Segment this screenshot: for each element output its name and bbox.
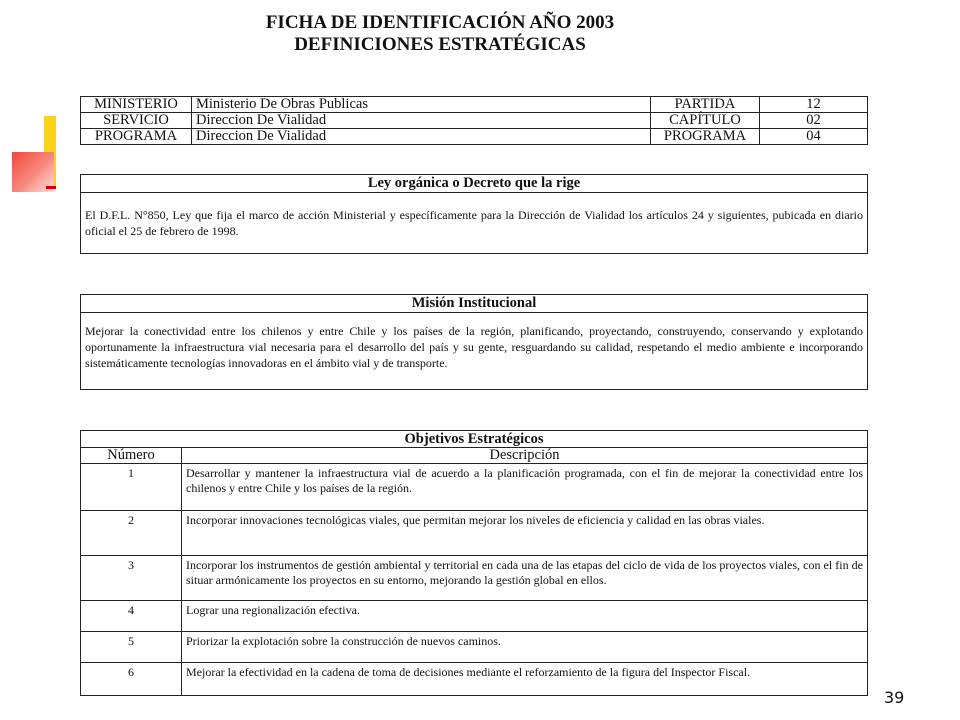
objective-description: Mejorar la efectividad en la cadena de toma de decisiones mediante el reforzamiento de la figura del Inspector Fiscal. [182, 663, 868, 696]
servicio-label: SERVICIO [81, 113, 192, 129]
table-row [81, 663, 868, 696]
table-row [81, 129, 868, 145]
partida-label: PARTIDA [651, 97, 760, 113]
column-header-descripcion: Descripción [182, 448, 868, 464]
mision-heading: Misión Institucional [81, 295, 867, 313]
mision-text: Mejorar la conectividad entre los chilenos y entre Chile y los países de la región, planificando, proyectando, construyendo, conservando y explotando oportunamente la infraestructura vial necesaria para el desarrollo del país y su gente, resguardando su calidad, respetando el medio ambiente e incorporando sistemáticamente tecnologías innovadoras en el ámbito vial y de transporte. [85, 324, 863, 370]
objective-description: Priorizar la explotación sobre la construcción de nuevos caminos. [182, 632, 868, 663]
programa-value: Direccion De Vialidad [192, 129, 651, 145]
capitulo-label: CAPÍTULO [651, 113, 760, 129]
programa-label-right: PROGRAMA [651, 129, 760, 145]
ministerio-value: Ministerio De Obras Publicas [192, 97, 651, 113]
page-number: 39 [884, 688, 905, 707]
ley-organica-box [80, 174, 868, 254]
ley-text: El D.F.L. N°850, Ley que fija el marco de acción Ministerial y específicamente para la Dirección de Vialidad los artículos 24 y siguientes, pubicada en diario oficial el 25 de febrero de 1998. [85, 208, 863, 238]
table-row [81, 431, 868, 448]
objective-number: 6 [81, 663, 182, 696]
programa-label: PROGRAMA [81, 129, 192, 145]
objective-number: 4 [81, 601, 182, 632]
objetivos-heading: Objetivos Estratégicos [81, 431, 868, 448]
objective-description: Lograr una regionalización efectiva. [182, 601, 868, 632]
column-header-numero: Número [81, 448, 182, 464]
decorative-red-dash [46, 186, 56, 189]
mision-box [80, 294, 868, 390]
table-row [81, 448, 868, 464]
ley-heading: Ley orgánica o Decreto que la rige [81, 175, 867, 193]
table-row [81, 113, 868, 129]
objective-number: 2 [81, 511, 182, 556]
programa-number: 04 [760, 129, 868, 145]
objective-number: 5 [81, 632, 182, 663]
partida-value: 12 [760, 97, 868, 113]
identification-table [80, 96, 868, 145]
table-row [81, 464, 868, 511]
document-subtitle: DEFINICIONES ESTRATÉGICAS [294, 34, 586, 55]
table-row [81, 556, 868, 601]
table-row [81, 511, 868, 556]
objective-description: Desarrollar y mantener la infraestructura vial de acuerdo a la planificación programada, con el fin de mejorar la conectividad entre los chilenos y entre Chile y los países de la región. [182, 464, 868, 511]
capitulo-value: 02 [760, 113, 868, 129]
ministerio-label: MINISTERIO [81, 97, 192, 113]
objective-description: Incorporar innovaciones tecnológicas viales, que permitan mejorar los niveles de eficiencia y calidad en las obras viales. [182, 511, 868, 556]
table-row [81, 97, 868, 113]
objective-number: 3 [81, 556, 182, 601]
objetivos-table [80, 430, 868, 696]
objective-number: 1 [81, 464, 182, 511]
servicio-value: Direccion De Vialidad [192, 113, 651, 129]
table-row [81, 601, 868, 632]
table-row [81, 632, 868, 663]
document-title: FICHA DE IDENTIFICACIÓN AÑO 2003 [265, 12, 615, 33]
objective-description: Incorporar los instrumentos de gestión ambiental y territorial en cada una de las etapas del ciclo de vida de los proyectos viales, con el fin de situar armónicamente los proyectos en su entorno, mejorando la gestión global en ellos. [182, 556, 868, 601]
